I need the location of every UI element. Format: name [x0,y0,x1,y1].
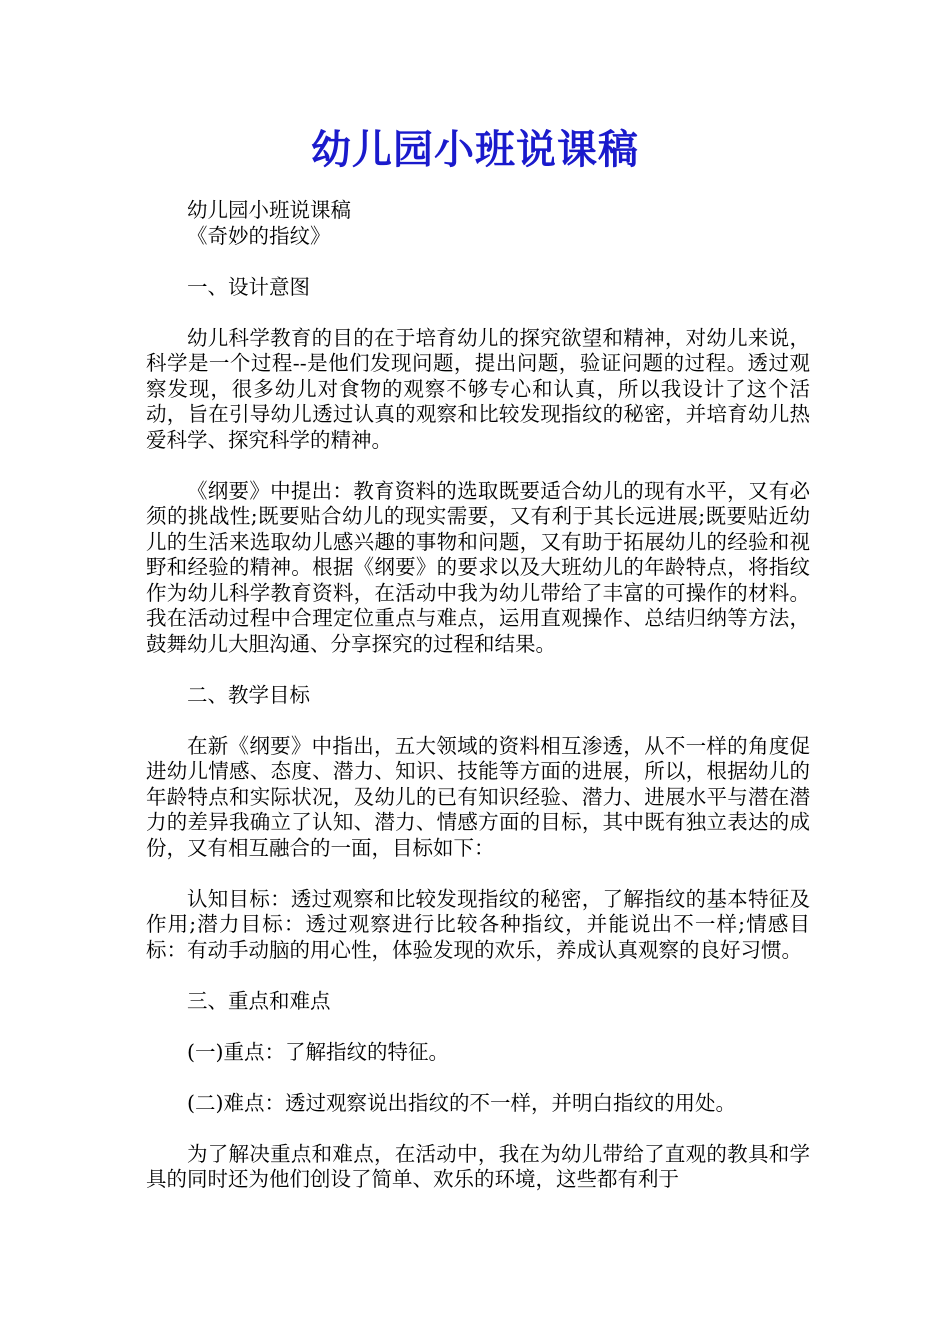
paragraph-goals-intro: 在新《纲要》中指出，五大领域的资料相互渗透，从不一样的角度促进幼儿情感、态度、潜力、知识、技能等方面的进展，所以，根据幼儿的年龄特点和实际状况，及幼儿的已有知识经验、潜力、进展水平与潜在潜力的差异我确立了认知、潜力、情感方面的目标，其中既有独立表达的成份，又有相互融合的一面，目标如下： [146,733,810,860]
difficulty-item: (二)难点：透过观察说出指纹的不一样，并明白指纹的用处。 [187,1090,736,1115]
key-point-item: (一)重点：了解指纹的特征。 [187,1039,449,1064]
document-title: 幼儿园小班说课稿 [311,126,639,173]
paragraph-design-intent: 幼儿科学教育的目的在于培育幼儿的探究欲望和精神，对幼儿来说，科学是一个过程--是他们发现问题，提出问题，验证问题的过程。透过观察发现，很多幼儿对食物的观察不够专心和认真，所以我设计了这个活动，旨在引导幼儿透过认真的观察和比较发现指纹的秘密，并培育幼儿热爱科学、探究科学的精神。 [146,325,810,452]
paragraph-goals-list: 认知目标：透过观察和比较发现指纹的秘密，了解指纹的基本特征及作用;潜力目标：透过观察进行比较各种指纹，并能说出不一样;情感目标：有动手动脑的用心性，体验发现的欢乐，养成认真观察的良好习惯。 [146,886,810,962]
subtitle-line: 幼儿园小班说课稿 [187,198,351,222]
paragraph-approach: 为了解决重点和难点，在活动中，我在为幼儿带给了直观的教具和学具的同时还为他们创设了简单、欢乐的环境，这些都有利于 [146,1141,810,1191]
section-heading-design: 一、设计意图 [187,274,310,299]
paragraph-guideline: 《纲要》中提出：教育资料的选取既要适合幼儿的现有水平，又有必须的挑战性;既要贴合幼儿的现实需要，又有利于其长远进展;既要贴近幼儿的生活来选取幼儿感兴趣的事物和问题，又有助于拓展幼儿的经验和视野和经验的精神。根据《纲要》的要求以及大班幼儿的年龄特点，将指纹作为幼儿科学教育资料，在活动中我为幼儿带给了丰富的可操作的材料。我在活动过程中合理定位重点与难点，运用直观操作、总结归纳等方法，鼓舞幼儿大胆沟通、分享探究的过程和结果。 [146,478,810,656]
document-body [146,198,810,1193]
lesson-name-line: 《奇妙的指纹》 [187,223,331,248]
section-heading-key-points: 三、重点和难点 [187,988,331,1013]
section-heading-goals: 二、教学目标 [187,682,310,707]
